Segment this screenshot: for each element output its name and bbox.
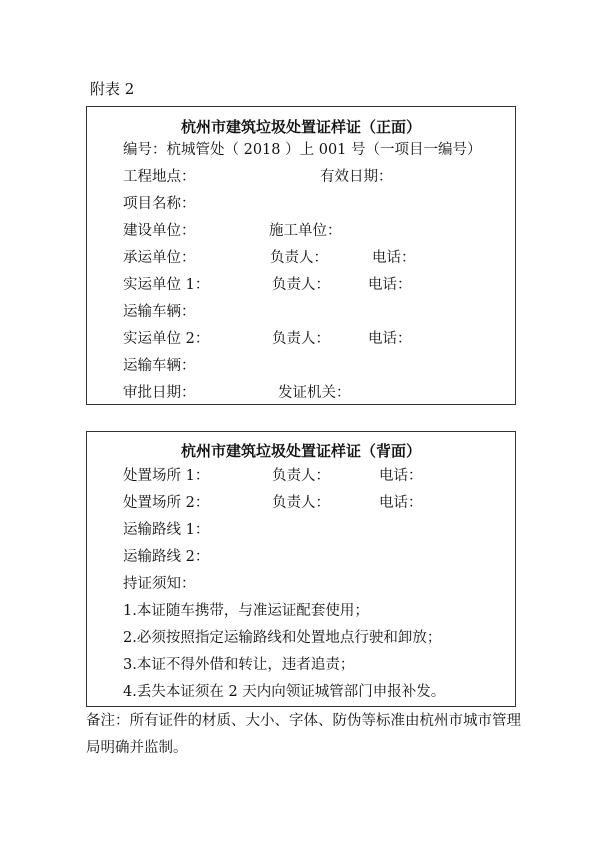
notice-item-text: 2.必须按照指定运输路线和处置地点行驶和卸放； (123, 630, 442, 646)
route-1-label: 运输路线 1： (123, 522, 210, 538)
carrier-phone-label: 电话： (372, 250, 416, 266)
site-2-phone-label: 电话： (379, 495, 423, 511)
vehicles-2-label: 运输车辆： (123, 358, 196, 374)
project-name-label: 项目名称： (123, 196, 196, 212)
construction-unit-label: 建设单位： (123, 223, 196, 239)
approval-date-label: 审批日期： (123, 385, 196, 401)
valid-date-label: 有效日期： (320, 169, 393, 185)
actual-person-2-label: 负责人： (272, 331, 330, 347)
notice-item-text: 4.丢失本证须在 2 天内向领证城管部门申报补发。 (123, 684, 446, 700)
builder-unit-label: 施工单位： (269, 223, 342, 239)
certificate-number: 编号：杭城管处（ 2018 ）上 001 号（一项目一编号） (123, 142, 482, 158)
issuing-authority-label: 发证机关： (278, 385, 351, 401)
route-2-label: 运输路线 2： (123, 549, 210, 565)
project-location-label: 工程地点： (123, 169, 196, 185)
site-2-person-label: 负责人： (272, 495, 330, 511)
carrier-unit-label: 承运单位： (123, 250, 196, 266)
front-title: 杭州市建筑垃圾处置证样证（正面） (180, 118, 421, 136)
site-1-person-label: 负责人： (272, 468, 330, 484)
notice-item-text: 3.本证不得外借和转让，违者追责； (123, 657, 355, 673)
site-1-label: 处置场所 1： (123, 468, 210, 484)
actual-carrier-1-label: 实运单位 1： (123, 277, 210, 293)
actual-phone-2-label: 电话： (368, 331, 412, 347)
carrier-person-label: 负责人： (270, 250, 328, 266)
actual-phone-1-label: 电话： (368, 277, 412, 293)
notice-heading: 持证须知： (123, 576, 196, 592)
actual-carrier-2-label: 实运单位 2： (123, 331, 210, 347)
site-1-phone-label: 电话： (379, 468, 423, 484)
certificate-front (86, 106, 516, 405)
appendix-label: 附表 2 (90, 80, 135, 98)
remark-note: 备注：所有证件的材质、大小、字体、防伪等标准由杭州市城市管理局明确并监制。 (86, 713, 521, 756)
certificate-back (86, 431, 516, 707)
actual-person-1-label: 负责人： (272, 277, 330, 293)
back-title: 杭州市建筑垃圾处置证样证（背面） (180, 442, 421, 460)
vehicles-1-label: 运输车辆： (123, 304, 196, 320)
site-2-label: 处置场所 2： (123, 495, 210, 511)
notice-item-text: 1.本证随车携带，与准运证配套使用； (123, 603, 369, 619)
